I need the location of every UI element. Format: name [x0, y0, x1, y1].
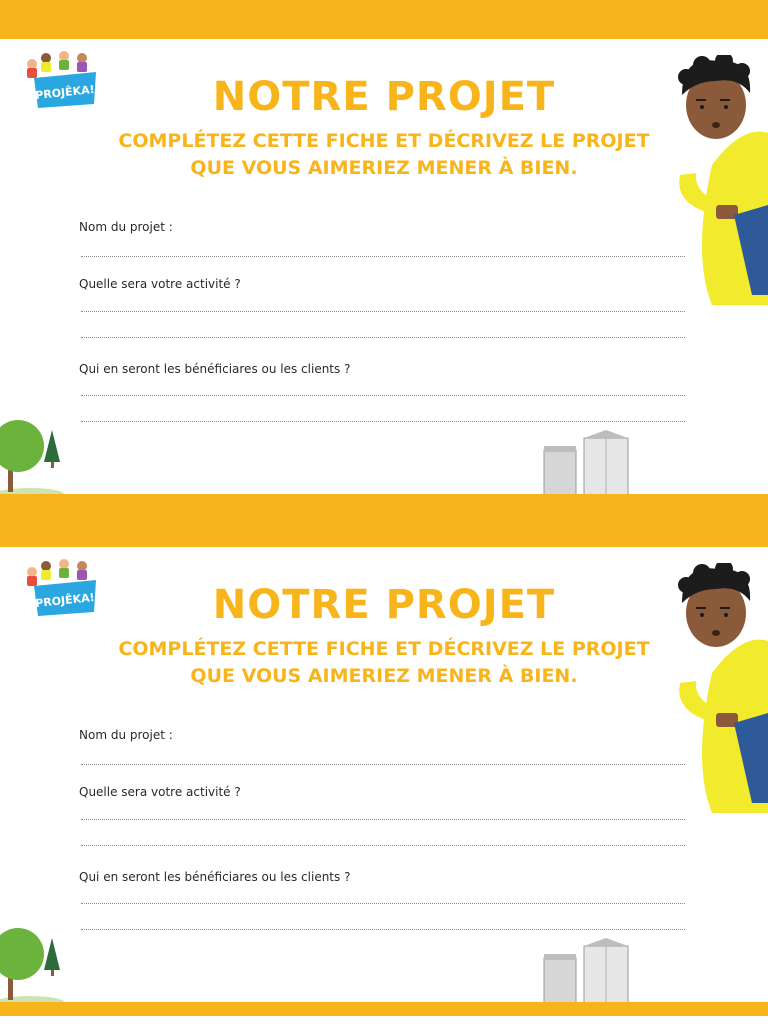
tree-illustration — [0, 918, 70, 1004]
subtitle-line-2: QUE VOUS AIMERIEZ MENER À BIEN. — [190, 665, 578, 687]
project-sheet-2 — [0, 508, 768, 1016]
answer-line[interactable] — [81, 819, 685, 820]
subtitle-line-2: QUE VOUS AIMERIEZ MENER À BIEN. — [190, 157, 578, 179]
project-sheet-1 — [0, 0, 768, 508]
field-label-activity: Quelle sera votre activité ? — [79, 785, 241, 799]
field-label-activity: Quelle sera votre activité ? — [79, 277, 241, 291]
subtitle-line-1: COMPLÉTEZ CETTE FICHE ET DÉCRIVEZ LE PROJET — [118, 638, 650, 660]
answer-line[interactable] — [81, 421, 685, 422]
logo-text: PROJÊKA! — [34, 590, 96, 611]
answer-line[interactable] — [81, 256, 685, 257]
logo-text: PROJÊKA! — [34, 82, 96, 103]
bottom-band — [0, 1002, 768, 1016]
bottom-band — [0, 494, 768, 508]
field-label-beneficiaries: Qui en seront les bénéficiares ou les clients ? — [79, 870, 351, 884]
character-illustration — [672, 563, 768, 863]
page-subtitle — [0, 128, 768, 182]
page-subtitle — [0, 636, 768, 690]
field-label-project-name: Nom du projet : — [79, 220, 173, 234]
answer-line[interactable] — [81, 395, 685, 396]
top-band — [0, 0, 768, 39]
page-title: NOTRE PROJET — [212, 74, 556, 120]
answer-line[interactable] — [81, 764, 685, 765]
answer-line[interactable] — [81, 929, 685, 930]
subtitle-line-1: COMPLÉTEZ CETTE FICHE ET DÉCRIVEZ LE PROJET — [118, 130, 650, 152]
answer-line[interactable] — [81, 311, 685, 312]
answer-line[interactable] — [81, 903, 685, 904]
tree-illustration — [0, 410, 70, 496]
field-label-beneficiaries: Qui en seront les bénéficiares ou les clients ? — [79, 362, 351, 376]
top-band — [0, 508, 768, 547]
page-title: NOTRE PROJET — [212, 582, 556, 628]
answer-line[interactable] — [81, 337, 685, 338]
character-illustration — [672, 55, 768, 355]
field-label-project-name: Nom du projet : — [79, 728, 173, 742]
answer-line[interactable] — [81, 845, 685, 846]
